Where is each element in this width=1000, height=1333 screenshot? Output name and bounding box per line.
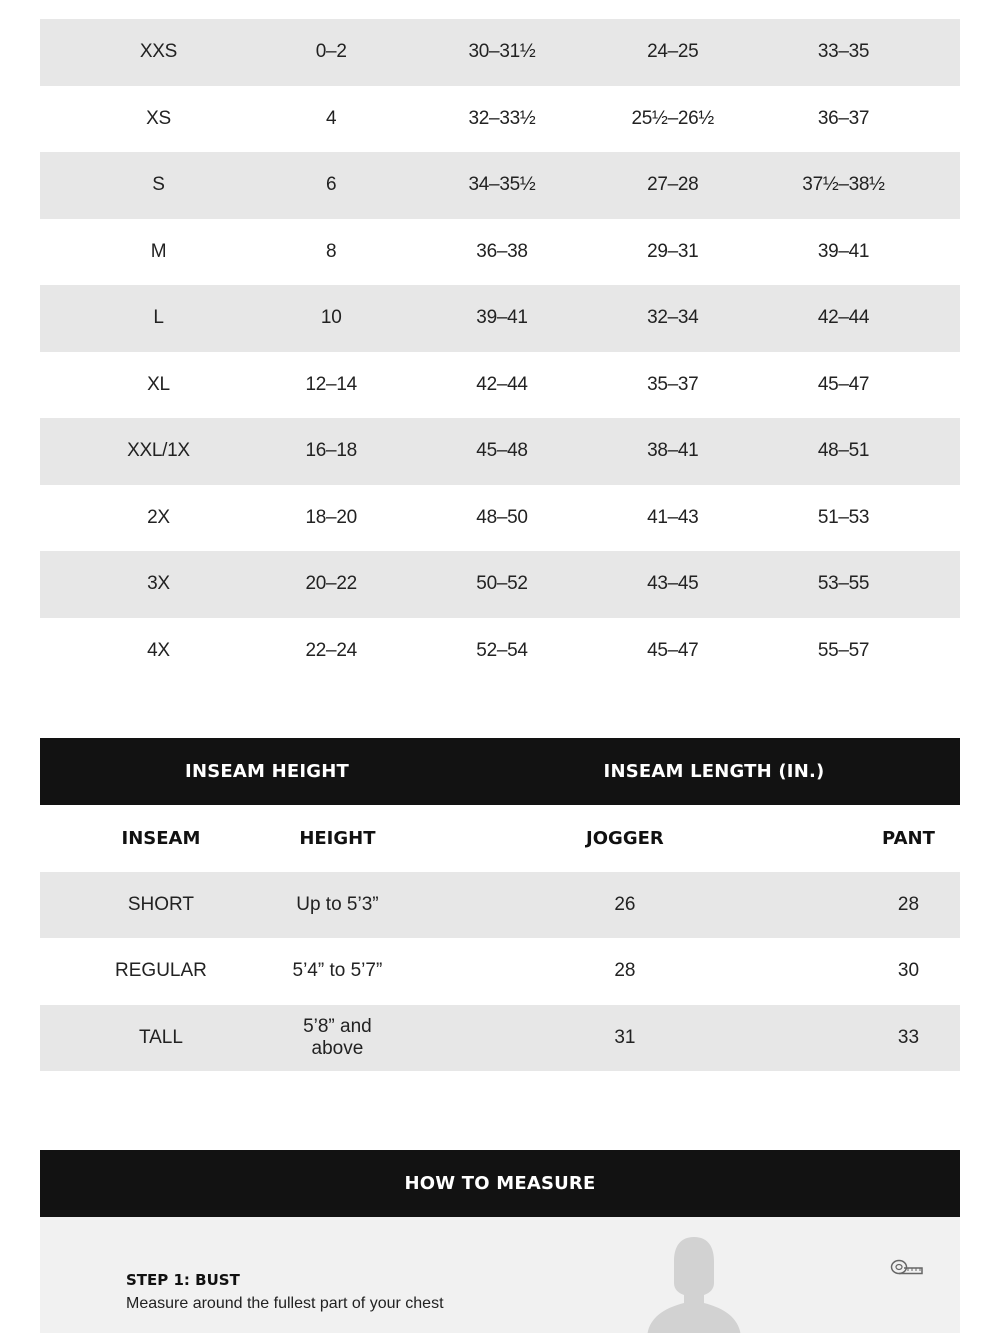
hip-cell: 39–41 [817, 240, 870, 262]
hip-cell: 55–57 [817, 639, 870, 661]
table-row [40, 1005, 960, 1072]
table-row [40, 285, 960, 352]
bust-cell: 52–54 [476, 639, 528, 661]
waist-cell: 25½–26½ [631, 107, 714, 129]
waist-cell: 29–31 [647, 240, 699, 262]
how-to-measure-section [40, 1150, 960, 1333]
us-size-cell: 0–2 [315, 41, 347, 63]
size-cell: 2X [147, 506, 170, 528]
jogger-cell: 28 [614, 960, 636, 982]
hip-cell: 37½–38½ [802, 174, 885, 196]
waist-cell: 32–34 [647, 307, 699, 329]
size-cell: L [153, 307, 164, 329]
jogger-cell: 31 [614, 1026, 636, 1048]
inseam-length-heading: INSEAM LENGTH (IN.) [603, 761, 825, 782]
table-row [40, 551, 960, 618]
hip-cell: 42–44 [817, 307, 870, 329]
us-size-cell: 18–20 [305, 506, 357, 528]
pant-column-header: PANT [882, 827, 935, 849]
bust-cell: 30–31½ [468, 41, 536, 63]
us-size-cell: 4 [326, 107, 337, 129]
bust-cell: 36–38 [476, 240, 528, 262]
inseam-height-heading: INSEAM HEIGHT [185, 761, 349, 782]
size-cell: XS [146, 107, 171, 129]
jogger-cell: 26 [614, 893, 636, 915]
waist-cell: 41–43 [647, 506, 699, 528]
bust-cell: 48–50 [476, 506, 528, 528]
waist-cell: 45–47 [647, 639, 699, 661]
hip-cell: 45–47 [817, 373, 870, 395]
hip-cell: 48–51 [817, 440, 870, 462]
how-to-measure-header [40, 1150, 960, 1217]
table-row [40, 418, 960, 485]
table-row [40, 19, 960, 86]
person-silhouette-icon [644, 1231, 744, 1333]
waist-cell: 43–45 [647, 573, 699, 595]
table-row [40, 938, 960, 1005]
step-title: STEP 1: BUST [126, 1271, 240, 1289]
size-cell: 3X [147, 573, 170, 595]
bust-cell: 45–48 [476, 440, 528, 462]
us-size-cell: 6 [326, 174, 337, 196]
measure-step-panel [40, 1217, 960, 1333]
table-row [40, 618, 960, 685]
size-cell: S [152, 174, 165, 196]
table-row [40, 352, 960, 419]
us-size-cell: 8 [326, 240, 337, 262]
us-size-cell: 12–14 [305, 373, 357, 395]
hip-cell: 36–37 [817, 107, 870, 129]
table-row [40, 86, 960, 153]
us-size-cell: 10 [320, 307, 342, 329]
waist-cell: 24–25 [647, 41, 699, 63]
height-cell: 5’4” to 5’7” [292, 960, 383, 982]
table-row [40, 485, 960, 552]
inseam-cell: REGULAR [115, 960, 207, 982]
how-to-measure-title: HOW TO MEASURE [404, 1173, 596, 1194]
pant-cell: 30 [897, 960, 920, 982]
us-size-cell: 22–24 [305, 639, 357, 661]
us-size-cell: 16–18 [305, 440, 357, 462]
size-cell: M [150, 240, 167, 262]
bust-cell: 34–35½ [468, 174, 536, 196]
table-row [40, 219, 960, 286]
pant-cell: 28 [897, 893, 920, 915]
waist-cell: 27–28 [647, 174, 699, 196]
inseam-cell: SHORT [127, 893, 195, 915]
size-cell: 4X [147, 639, 170, 661]
step-description: Measure around the fullest part of your chest [126, 1295, 444, 1312]
bust-cell: 39–41 [476, 307, 528, 329]
measuring-tape-icon [890, 1257, 924, 1279]
inseam-column-header: INSEAM [121, 827, 201, 849]
bust-cell: 42–44 [476, 373, 528, 395]
size-chart-table [40, 19, 960, 684]
height-cell: Up to 5’3” [296, 893, 379, 915]
inseam-cell: TALL [138, 1026, 183, 1048]
size-cell: XL [147, 373, 170, 395]
table-row [40, 872, 960, 939]
hip-cell: 51–53 [817, 506, 870, 528]
size-cell: XXS [139, 41, 178, 63]
waist-cell: 35–37 [647, 373, 699, 395]
us-size-cell: 20–22 [305, 573, 357, 595]
height-column-header: HEIGHT [299, 827, 376, 849]
bust-cell: 50–52 [476, 573, 528, 595]
size-cell: XXL/1X [127, 440, 190, 462]
waist-cell: 38–41 [647, 440, 699, 462]
jogger-column-header: JOGGER [586, 827, 664, 849]
pant-cell: 33 [897, 1026, 920, 1048]
inseam-group-header [40, 738, 960, 805]
inseam-table [40, 738, 960, 1071]
inseam-column-headers [40, 805, 960, 872]
table-row [40, 152, 960, 219]
height-cell: 5’8” and above [303, 1015, 372, 1059]
hip-cell: 33–35 [817, 41, 870, 63]
hip-cell: 53–55 [817, 573, 870, 595]
bust-cell: 32–33½ [468, 107, 536, 129]
